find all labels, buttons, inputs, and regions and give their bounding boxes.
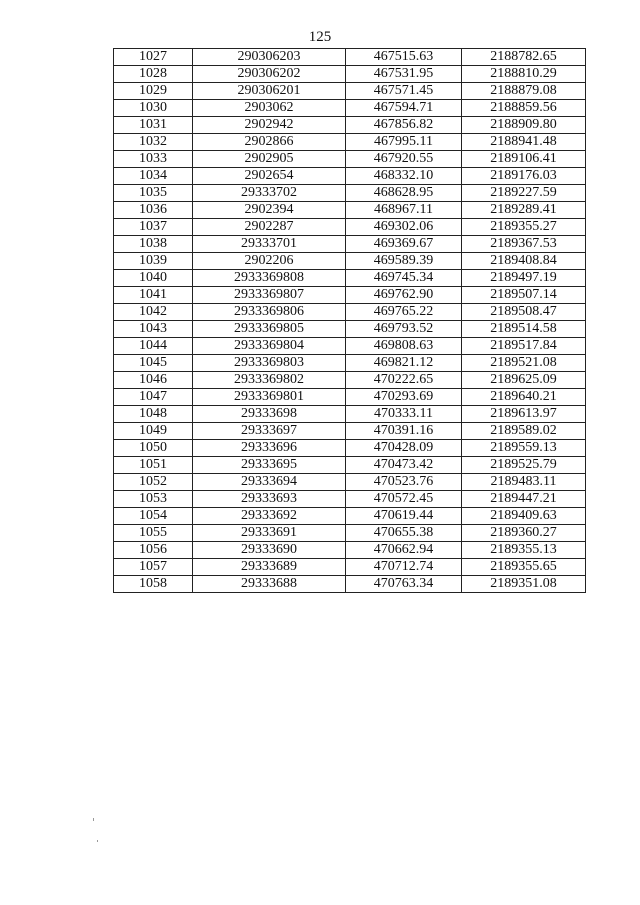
point-number-cell: 1051 <box>114 457 193 474</box>
point-number-cell: 1047 <box>114 389 193 406</box>
table-row <box>114 253 586 270</box>
point-id-cell: 29333701 <box>193 236 346 253</box>
x-coordinate-cell: 467531.95 <box>346 66 462 83</box>
point-number-cell: 1053 <box>114 491 193 508</box>
y-coordinate-cell: 2189355.65 <box>462 559 586 576</box>
table-row <box>114 134 586 151</box>
point-number-cell: 1057 <box>114 559 193 576</box>
y-coordinate-cell: 2188879.08 <box>462 83 586 100</box>
table-row <box>114 270 586 287</box>
y-coordinate-cell: 2189525.79 <box>462 457 586 474</box>
point-number-cell: 1041 <box>114 287 193 304</box>
y-coordinate-cell: 2189227.59 <box>462 185 586 202</box>
y-coordinate-cell: 2189625.09 <box>462 372 586 389</box>
point-number-cell: 1034 <box>114 168 193 185</box>
point-number-cell: 1048 <box>114 406 193 423</box>
y-coordinate-cell: 2189409.63 <box>462 508 586 525</box>
point-id-cell: 29333695 <box>193 457 346 474</box>
y-coordinate-cell: 2189589.02 <box>462 423 586 440</box>
table-row <box>114 100 586 117</box>
x-coordinate-cell: 467515.63 <box>346 49 462 66</box>
table-row <box>114 117 586 134</box>
x-coordinate-cell: 469793.52 <box>346 321 462 338</box>
y-coordinate-cell: 2189508.47 <box>462 304 586 321</box>
x-coordinate-cell: 469302.06 <box>346 219 462 236</box>
table-row <box>114 168 586 185</box>
point-number-cell: 1039 <box>114 253 193 270</box>
y-coordinate-cell: 2189640.21 <box>462 389 586 406</box>
point-number-cell: 1054 <box>114 508 193 525</box>
point-number-cell: 1049 <box>114 423 193 440</box>
y-coordinate-cell: 2189289.41 <box>462 202 586 219</box>
point-number-cell: 1036 <box>114 202 193 219</box>
point-id-cell: 2933369808 <box>193 270 346 287</box>
y-coordinate-cell: 2188782.65 <box>462 49 586 66</box>
point-number-cell: 1031 <box>114 117 193 134</box>
x-coordinate-cell: 467920.55 <box>346 151 462 168</box>
x-coordinate-cell: 470473.42 <box>346 457 462 474</box>
table-row <box>114 304 586 321</box>
point-number-cell: 1045 <box>114 355 193 372</box>
x-coordinate-cell: 470293.69 <box>346 389 462 406</box>
scan-speck <box>97 840 98 842</box>
point-number-cell: 1038 <box>114 236 193 253</box>
point-id-cell: 290306202 <box>193 66 346 83</box>
point-id-cell: 2902654 <box>193 168 346 185</box>
table-row <box>114 355 586 372</box>
point-number-cell: 1046 <box>114 372 193 389</box>
coordinates-table-body <box>114 49 586 593</box>
x-coordinate-cell: 470572.45 <box>346 491 462 508</box>
y-coordinate-cell: 2189106.41 <box>462 151 586 168</box>
point-number-cell: 1052 <box>114 474 193 491</box>
table-row <box>114 236 586 253</box>
point-number-cell: 1055 <box>114 525 193 542</box>
point-number-cell: 1056 <box>114 542 193 559</box>
page-number: 125 <box>308 29 332 45</box>
table-row <box>114 321 586 338</box>
x-coordinate-cell: 468332.10 <box>346 168 462 185</box>
coordinates-table <box>113 48 586 593</box>
y-coordinate-cell: 2189355.27 <box>462 219 586 236</box>
y-coordinate-cell: 2189559.13 <box>462 440 586 457</box>
x-coordinate-cell: 468628.95 <box>346 185 462 202</box>
table-row <box>114 491 586 508</box>
y-coordinate-cell: 2189514.58 <box>462 321 586 338</box>
y-coordinate-cell: 2189360.27 <box>462 525 586 542</box>
point-id-cell: 2902394 <box>193 202 346 219</box>
x-coordinate-cell: 469765.22 <box>346 304 462 321</box>
y-coordinate-cell: 2189355.13 <box>462 542 586 559</box>
point-id-cell: 29333688 <box>193 576 346 593</box>
x-coordinate-cell: 470222.65 <box>346 372 462 389</box>
table-row <box>114 389 586 406</box>
table-row <box>114 559 586 576</box>
y-coordinate-cell: 2189497.19 <box>462 270 586 287</box>
point-id-cell: 2903062 <box>193 100 346 117</box>
point-number-cell: 1035 <box>114 185 193 202</box>
x-coordinate-cell: 467995.11 <box>346 134 462 151</box>
table-row <box>114 83 586 100</box>
point-id-cell: 29333697 <box>193 423 346 440</box>
x-coordinate-cell: 469369.67 <box>346 236 462 253</box>
point-id-cell: 2933369803 <box>193 355 346 372</box>
table-row <box>114 406 586 423</box>
point-id-cell: 2933369807 <box>193 287 346 304</box>
table-row <box>114 151 586 168</box>
x-coordinate-cell: 469821.12 <box>346 355 462 372</box>
point-number-cell: 1027 <box>114 49 193 66</box>
table-row <box>114 474 586 491</box>
table-row <box>114 423 586 440</box>
table-row <box>114 338 586 355</box>
y-coordinate-cell: 2189351.08 <box>462 576 586 593</box>
x-coordinate-cell: 469808.63 <box>346 338 462 355</box>
point-number-cell: 1040 <box>114 270 193 287</box>
point-id-cell: 29333696 <box>193 440 346 457</box>
y-coordinate-cell: 2189507.14 <box>462 287 586 304</box>
point-number-cell: 1050 <box>114 440 193 457</box>
y-coordinate-cell: 2189517.84 <box>462 338 586 355</box>
table-row <box>114 508 586 525</box>
table-row <box>114 525 586 542</box>
y-coordinate-cell: 2189613.97 <box>462 406 586 423</box>
point-id-cell: 2933369806 <box>193 304 346 321</box>
table-row <box>114 49 586 66</box>
point-number-cell: 1030 <box>114 100 193 117</box>
point-number-cell: 1032 <box>114 134 193 151</box>
point-number-cell: 1042 <box>114 304 193 321</box>
x-coordinate-cell: 470763.34 <box>346 576 462 593</box>
y-coordinate-cell: 2188941.48 <box>462 134 586 151</box>
point-id-cell: 290306201 <box>193 83 346 100</box>
point-id-cell: 2902905 <box>193 151 346 168</box>
x-coordinate-cell: 470428.09 <box>346 440 462 457</box>
x-coordinate-cell: 467571.45 <box>346 83 462 100</box>
point-id-cell: 2933369804 <box>193 338 346 355</box>
point-number-cell: 1033 <box>114 151 193 168</box>
point-number-cell: 1037 <box>114 219 193 236</box>
point-id-cell: 2902866 <box>193 134 346 151</box>
x-coordinate-cell: 470333.11 <box>346 406 462 423</box>
y-coordinate-cell: 2189176.03 <box>462 168 586 185</box>
x-coordinate-cell: 468967.11 <box>346 202 462 219</box>
point-number-cell: 1044 <box>114 338 193 355</box>
point-id-cell: 29333691 <box>193 525 346 542</box>
x-coordinate-cell: 470655.38 <box>346 525 462 542</box>
y-coordinate-cell: 2188859.56 <box>462 100 586 117</box>
point-id-cell: 290306203 <box>193 49 346 66</box>
table-row <box>114 576 586 593</box>
point-id-cell: 29333698 <box>193 406 346 423</box>
y-coordinate-cell: 2189367.53 <box>462 236 586 253</box>
table-row <box>114 202 586 219</box>
table-row <box>114 66 586 83</box>
x-coordinate-cell: 469762.90 <box>346 287 462 304</box>
point-id-cell: 2902206 <box>193 253 346 270</box>
table-row <box>114 185 586 202</box>
point-id-cell: 29333693 <box>193 491 346 508</box>
point-id-cell: 29333689 <box>193 559 346 576</box>
point-id-cell: 2902942 <box>193 117 346 134</box>
y-coordinate-cell: 2188810.29 <box>462 66 586 83</box>
y-coordinate-cell: 2189483.11 <box>462 474 586 491</box>
table-row <box>114 372 586 389</box>
x-coordinate-cell: 470662.94 <box>346 542 462 559</box>
table-row <box>114 219 586 236</box>
point-number-cell: 1028 <box>114 66 193 83</box>
table-row <box>114 287 586 304</box>
point-number-cell: 1029 <box>114 83 193 100</box>
x-coordinate-cell: 470391.16 <box>346 423 462 440</box>
x-coordinate-cell: 470619.44 <box>346 508 462 525</box>
scan-speck <box>93 818 94 821</box>
point-id-cell: 2933369805 <box>193 321 346 338</box>
x-coordinate-cell: 467594.71 <box>346 100 462 117</box>
point-id-cell: 29333690 <box>193 542 346 559</box>
coordinates-table-container <box>113 48 586 593</box>
x-coordinate-cell: 469589.39 <box>346 253 462 270</box>
point-id-cell: 29333694 <box>193 474 346 491</box>
point-id-cell: 29333702 <box>193 185 346 202</box>
table-row <box>114 457 586 474</box>
table-row <box>114 440 586 457</box>
y-coordinate-cell: 2189447.21 <box>462 491 586 508</box>
point-number-cell: 1058 <box>114 576 193 593</box>
table-row <box>114 542 586 559</box>
point-id-cell: 2933369801 <box>193 389 346 406</box>
x-coordinate-cell: 470523.76 <box>346 474 462 491</box>
point-id-cell: 2902287 <box>193 219 346 236</box>
y-coordinate-cell: 2189408.84 <box>462 253 586 270</box>
y-coordinate-cell: 2189521.08 <box>462 355 586 372</box>
point-number-cell: 1043 <box>114 321 193 338</box>
point-id-cell: 2933369802 <box>193 372 346 389</box>
x-coordinate-cell: 469745.34 <box>346 270 462 287</box>
y-coordinate-cell: 2188909.80 <box>462 117 586 134</box>
x-coordinate-cell: 467856.82 <box>346 117 462 134</box>
x-coordinate-cell: 470712.74 <box>346 559 462 576</box>
point-id-cell: 29333692 <box>193 508 346 525</box>
